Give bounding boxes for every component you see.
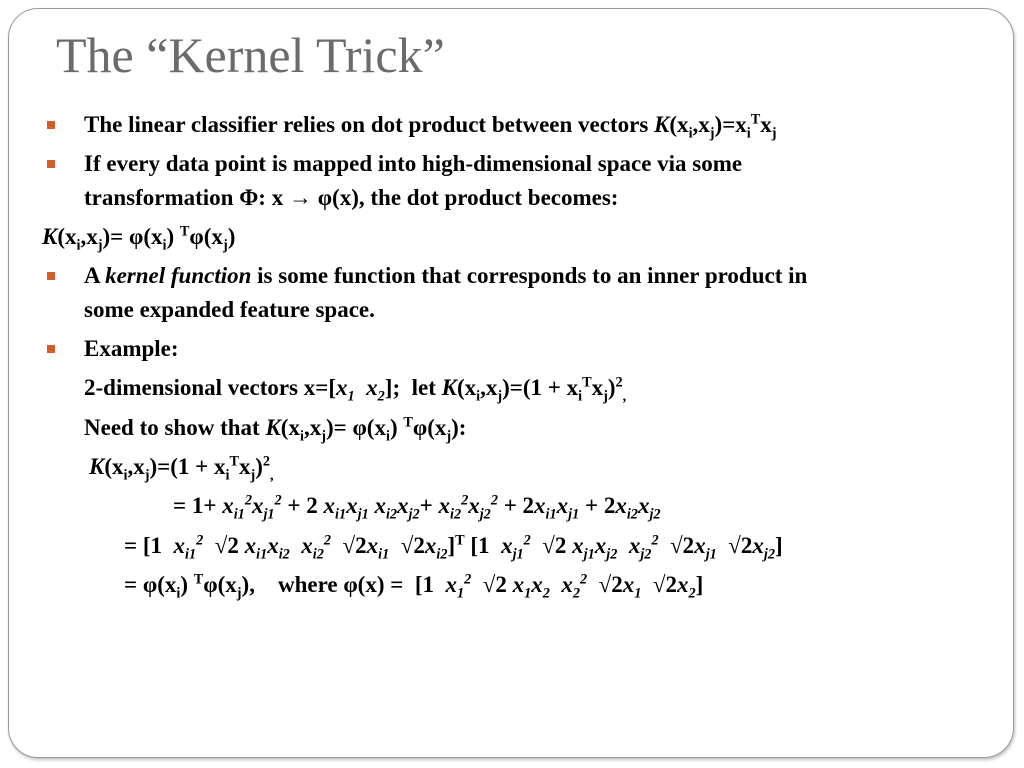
bullet-example: Example:	[42, 332, 992, 365]
bullet-dot-product: The linear classifier relies on dot product between vectors $K(x_i,x_j)=x_i^Tx_j$	[42, 108, 992, 141]
derivation-line-2: = $1+ x_{i1}^2x_{j1}^2 + 2$ $x_{i1}x_{j1}$ $x_{i2}x_{j2}+ x_{i2}^2x_{j2}^2 + 2x_{i1}x_{j1} + 2x_{i2}x_{j2}$	[173, 492, 661, 524]
example-need-to-show-line: Need to show that $K(x_i,x_j)= \varphi(x_i)$ $^T\varphi(x_j)$:	[84, 414, 467, 445]
slide-title: The “Kernel Trick”	[56, 27, 445, 83]
bullet-kernel-function-continuation: some expanded feature space.	[84, 296, 375, 322]
bullet-mapping-continuation: transformation Φ: x → φ(x), the dot product becomes:	[84, 184, 619, 210]
derivation-line-1: $K(x_i,x_j)=(1 + x_i^Tx_j)^2_,$	[89, 453, 274, 484]
kernel-phi-equation: $K(x_i,x_j)= \varphi(x_i)$ $^T\varphi(x_j)$	[42, 223, 236, 254]
slide-body	[42, 108, 992, 601]
bullet-kernel-function: A kernel function is some function that corresponds to an inner product in	[42, 259, 992, 292]
derivation-line-4: = $\varphi(x_i)$ $^T\varphi(x_j)$, where φ(x) = [1 $x_1^2$ √2 $x_1x_2$ $x_2^2$ $√2x_1$ $√2x_2$]	[124, 571, 704, 602]
derivation-line-3: = [1 $x_{i1}^2$ √2 $x_{i1}x_{i2}$ $x_{i2}^2$ $√2x_{i1}$ $√2x_{i2}]^T$ [1 $x_{j1}^2$ √2 $x_{j1}x_{j2}$ $x_{j2}^2$ $√2x_{j1}$ $√2x_{j2}$]	[124, 532, 783, 563]
bullet-mapping: If every data point is mapped into high-dimensional space via some	[42, 147, 992, 180]
example-vectors-line: 2-dimensional vectors $x=[x_1$ $x_2$]; let $K(x_i,x_j)=(1 + x_i^Tx_j)^2_,$	[84, 374, 627, 405]
